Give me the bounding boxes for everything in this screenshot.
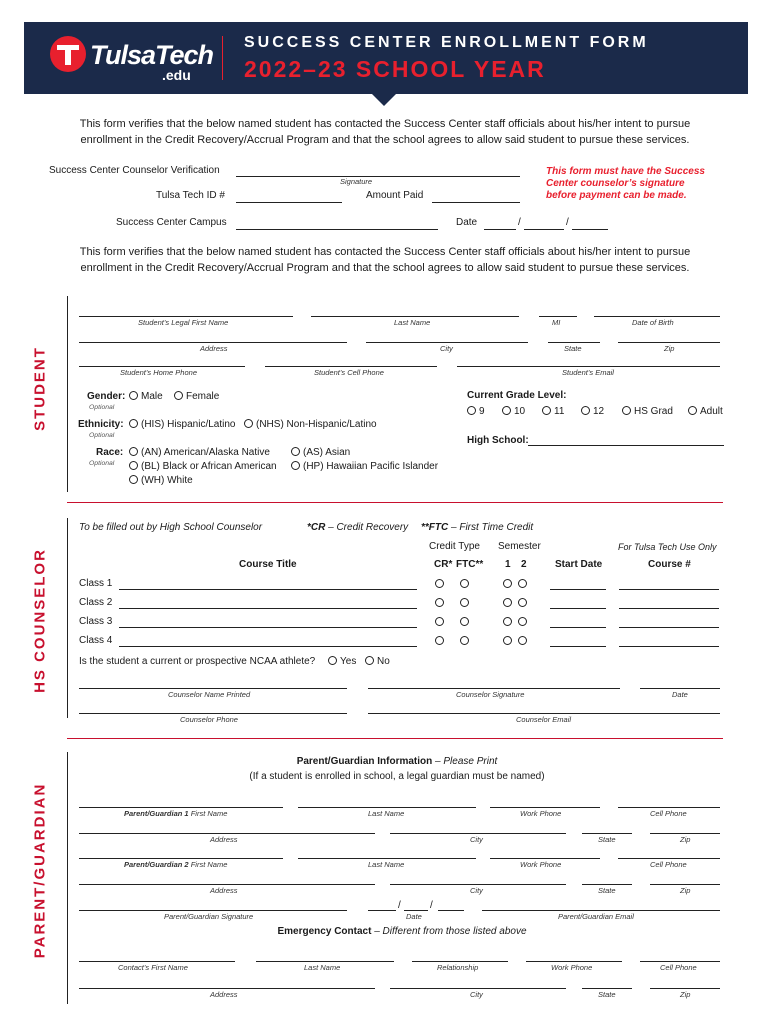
counselor-date-field[interactable]: [640, 688, 720, 689]
class-1-title-field[interactable]: [119, 589, 417, 590]
race-an-option[interactable]: [129, 447, 270, 458]
course-title-header: Course Title: [239, 559, 297, 570]
grade-12-radio[interactable]: [581, 406, 590, 415]
pg2-work-phone-field[interactable]: [490, 858, 600, 859]
counselor-phone-caption: Counselor Phone: [180, 715, 238, 724]
sem1-header: 1: [505, 559, 511, 570]
pg2-first-name-field[interactable]: [79, 858, 283, 859]
pg1-work-phone-field[interactable]: [490, 807, 600, 808]
class-1-label: Class 1: [79, 578, 113, 589]
ncaa-yes-radio[interactable]: [328, 656, 337, 665]
an-text: (AN) American/Alaska Native: [141, 447, 270, 458]
emergency-city-caption: City: [470, 990, 483, 999]
class-4-sem1-radio[interactable]: [503, 636, 512, 645]
emergency-cell-phone-caption: Cell Phone: [660, 963, 697, 972]
header-banner: [24, 22, 748, 94]
ftc-text: – First Time Credit: [448, 522, 534, 533]
grade-level-label: Current Grade Level:: [467, 390, 567, 401]
class-1-ftc-radio[interactable]: [460, 579, 469, 588]
race-as-option[interactable]: [291, 447, 350, 458]
class-row: [79, 635, 729, 649]
pg1-zip-caption: Zip: [680, 835, 691, 844]
pg1-last-name-caption: Last Name: [368, 809, 405, 818]
course-num-header: Course #: [648, 559, 691, 570]
grade-9-text: 9: [479, 406, 485, 417]
nhs-radio[interactable]: [244, 419, 253, 428]
intro-paragraph: [30, 116, 740, 148]
pg1-first-text: First Name: [190, 809, 228, 818]
student-state-caption: State: [564, 344, 582, 353]
class-3-title-field[interactable]: [119, 627, 417, 628]
wh-radio[interactable]: [129, 475, 138, 484]
class-3-course-num-field[interactable]: [619, 627, 719, 628]
class-1-start-date-field[interactable]: [550, 589, 606, 590]
intro-line-1: This form verifies that the below named student has contacted the Success Center staff officials about his/her intent to pursue: [79, 118, 691, 130]
class-1-course-num-field[interactable]: [619, 589, 719, 590]
student-mi-caption: MI: [552, 318, 561, 327]
student-first-name-caption: Student’s Legal First Name: [138, 318, 229, 327]
emergency-cell-phone-field[interactable]: [640, 961, 720, 962]
pg1-cell-phone-field[interactable]: [618, 807, 720, 808]
race-label: Race:: [96, 447, 124, 458]
class-2-course-num-field[interactable]: [619, 608, 719, 609]
grade-adult-radio[interactable]: [688, 406, 697, 415]
class-4-start-date-field[interactable]: [550, 646, 606, 647]
pg1-last-name-field[interactable]: [298, 807, 476, 808]
student-dob-field[interactable]: [594, 316, 720, 317]
student-first-name-field[interactable]: [79, 316, 293, 317]
student-address-field[interactable]: [79, 342, 347, 343]
male-radio[interactable]: [129, 391, 138, 400]
campus-label: Success Center Campus: [116, 217, 227, 228]
pg2-zip-field[interactable]: [650, 884, 720, 885]
tulsa-use-header: For Tulsa Tech Use Only: [618, 542, 717, 552]
class-3-start-date-field[interactable]: [550, 627, 606, 628]
guardian-info-heading: [67, 756, 727, 767]
campus-field[interactable]: [236, 229, 438, 230]
bl-radio[interactable]: [129, 461, 138, 470]
guardian-side-label: PARENT/GUARDIAN: [31, 782, 49, 959]
wh-text: (WH) White: [141, 475, 193, 486]
class-2-ftc-radio[interactable]: [460, 598, 469, 607]
grade-12-text: 12: [593, 406, 605, 417]
pg1-address-caption: Address: [210, 835, 238, 844]
hp-text: (HP) Hawaiian Pacific Islander: [303, 461, 439, 472]
race-bl-option[interactable]: [129, 461, 277, 472]
ftc-key: **FTC: [421, 522, 449, 533]
header-notch: [372, 94, 396, 106]
hp-radio[interactable]: [291, 461, 300, 470]
signature-caption: Signature: [340, 177, 373, 186]
student-zip-field[interactable]: [618, 342, 720, 343]
ethnicity-label: Ethnicity:: [78, 419, 124, 430]
guardian-date-year-field[interactable]: [438, 910, 464, 911]
class-2-label: Class 2: [79, 597, 113, 608]
pg1-first-name-field[interactable]: [79, 807, 283, 808]
ncaa-yes-option[interactable]: [328, 656, 356, 667]
student-email-caption: Student’s Email: [562, 368, 614, 377]
grade-9-radio[interactable]: [467, 406, 476, 415]
pg1-state-caption: State: [598, 835, 616, 844]
pg2-first-name-caption: [124, 860, 227, 869]
date-day-field[interactable]: [524, 229, 564, 230]
student-dob-caption: Date of Birth: [632, 318, 674, 327]
logo-text: TulsaTech: [90, 40, 214, 70]
student-last-name-field[interactable]: [311, 316, 519, 317]
intro2-line-2: enrollment in the Credit Recovery/Accrual Program and that the school agrees to allow said student to pursue these services.: [80, 262, 690, 274]
cr-legend: [307, 522, 408, 533]
class-4-ftc-radio[interactable]: [460, 636, 469, 645]
his-radio[interactable]: [129, 419, 138, 428]
credit-type-header: Credit Type: [429, 541, 480, 552]
student-zip-caption: Zip: [664, 344, 675, 353]
high-school-field[interactable]: [528, 445, 724, 446]
class-4-sem2-radio[interactable]: [518, 636, 527, 645]
student-address-caption: Address: [200, 344, 228, 353]
student-city-caption: City: [440, 344, 453, 353]
student-city-field[interactable]: [366, 342, 528, 343]
guardian-info-title: Parent/Guardian Information: [296, 756, 433, 767]
ncaa-no-option[interactable]: [365, 656, 390, 667]
intro-paragraph-2: [30, 244, 740, 276]
pg2-last-name-field[interactable]: [298, 858, 476, 859]
guardian-section-border: [67, 752, 68, 1004]
pg2-zip-caption: Zip: [680, 886, 691, 895]
race-wh-option[interactable]: [129, 475, 193, 486]
logo-t-icon: [50, 36, 86, 72]
counselor-phone-field[interactable]: [79, 713, 347, 714]
guardian-info-note: (If a student is enrolled in school, a legal guardian must be named): [249, 771, 545, 782]
pg1-first-name-caption: [124, 809, 227, 818]
gender-female-option[interactable]: [174, 391, 219, 402]
pg2-city-caption: City: [470, 886, 483, 895]
class-3-cr-radio[interactable]: [435, 617, 444, 626]
date-slash-2: /: [566, 217, 569, 228]
counselor-name-caption: Counselor Name Printed: [168, 690, 251, 699]
class-2-title-field[interactable]: [119, 608, 417, 609]
high-school-label: High School:: [467, 435, 529, 446]
class-row: [79, 616, 729, 630]
tulsa-tech-id-label: Tulsa Tech ID #: [156, 190, 225, 201]
student-mi-field[interactable]: [539, 316, 577, 317]
grade-option-adult[interactable]: [688, 406, 723, 417]
emergency-zip-field[interactable]: [650, 988, 720, 989]
grade-11-radio[interactable]: [542, 406, 551, 415]
date-slash: /: [518, 217, 521, 228]
class-row: [79, 578, 729, 592]
grade-hsgrad-text: HS Grad: [634, 406, 673, 417]
ethnicity-his-option[interactable]: [129, 419, 235, 430]
emergency-relationship-field[interactable]: [412, 961, 508, 962]
race-optional: Optional: [89, 460, 115, 467]
class-2-start-date-field[interactable]: [550, 608, 606, 609]
pg1-state-field[interactable]: [582, 833, 632, 834]
student-cell-phone-caption: Student’s Cell Phone: [314, 368, 384, 377]
grade-option-9[interactable]: [467, 406, 485, 417]
form-title: SUCCESS CENTER ENROLLMENT FORM: [244, 34, 649, 51]
pg2-city-field[interactable]: [390, 884, 566, 885]
pg1-cell-phone-caption: Cell Phone: [650, 809, 687, 818]
student-section-border: [67, 296, 68, 492]
tulsatech-logo: [50, 36, 240, 82]
grade-option-12[interactable]: [581, 406, 604, 417]
class-2-cr-radio[interactable]: [435, 598, 444, 607]
ethnicity-nhs-option[interactable]: [244, 419, 377, 430]
emergency-state-field[interactable]: [582, 988, 632, 989]
pg2-address-field[interactable]: [79, 884, 375, 885]
start-date-header: Start Date: [555, 559, 603, 570]
counselor-signature-field[interactable]: [236, 176, 520, 177]
class-row: [79, 597, 729, 611]
date-year-field[interactable]: [572, 229, 608, 230]
pg1-label: Parent/Guardian 1: [124, 809, 189, 818]
class-3-label: Class 3: [79, 616, 113, 627]
race-hp-option[interactable]: [291, 461, 438, 472]
ncaa-no-text: No: [377, 656, 390, 667]
student-state-field[interactable]: [548, 342, 600, 343]
emergency-relationship-caption: Relationship: [437, 963, 479, 972]
pg1-city-field[interactable]: [390, 833, 566, 834]
as-radio[interactable]: [291, 447, 300, 456]
emergency-last-name-caption: Last Name: [304, 963, 341, 972]
grade-10-radio[interactable]: [502, 406, 511, 415]
pg2-work-phone-caption: Work Phone: [520, 860, 562, 869]
ftc-header: FTC**: [456, 559, 484, 570]
class-3-ftc-radio[interactable]: [460, 617, 469, 626]
cr-header: CR*: [434, 559, 453, 570]
emergency-italic: – Different from those listed above: [371, 926, 527, 937]
student-home-phone-field[interactable]: [79, 366, 245, 367]
an-radio[interactable]: [129, 447, 138, 456]
emergency-city-field[interactable]: [390, 988, 566, 989]
class-3-sem2-radio[interactable]: [518, 617, 527, 626]
grade-10-text: 10: [514, 406, 526, 417]
counselor-signature-field-2[interactable]: [368, 688, 620, 689]
counselor-email-caption: Counselor Email: [516, 715, 572, 724]
counselor-name-field[interactable]: [79, 688, 347, 689]
class-1-cr-radio[interactable]: [435, 579, 444, 588]
pg2-cell-phone-caption: Cell Phone: [650, 860, 687, 869]
counselor-date-caption: Date: [672, 690, 688, 699]
tulsa-tech-id-field[interactable]: [236, 202, 342, 203]
counselor-email-field[interactable]: [368, 713, 720, 714]
grade-hsgrad-radio[interactable]: [622, 406, 631, 415]
male-text: Male: [141, 391, 163, 402]
gender-label: Gender:: [87, 391, 126, 402]
grade-option-11[interactable]: [542, 406, 564, 417]
pg1-zip-field[interactable]: [650, 833, 720, 834]
emergency-first-name-field[interactable]: [79, 961, 235, 962]
pg1-city-caption: City: [470, 835, 483, 844]
student-home-phone-caption: Student’s Home Phone: [120, 368, 197, 377]
sem2-header: 2: [521, 559, 527, 570]
intro-line-2: enrollment in the Credit Recovery/Accrual Program and that the school agrees to allow said student to pursue these services.: [80, 134, 690, 146]
bl-text: (BL) Black or African American: [141, 461, 277, 472]
payment-notice: This form must have the Success Center counselor’s signature before payment can be made.: [546, 166, 705, 201]
class-2-sem1-radio[interactable]: [503, 598, 512, 607]
pg2-label: Parent/Guardian 2: [124, 860, 189, 869]
cr-key: *CR: [307, 522, 326, 533]
student-section-divider: [67, 502, 723, 503]
female-text: Female: [186, 391, 220, 402]
grade-option-hsgrad[interactable]: [622, 406, 673, 417]
counselor-section-divider: [67, 738, 723, 739]
emergency-first-name-caption: Contact’s First Name: [118, 963, 188, 972]
class-1-sem1-radio[interactable]: [503, 579, 512, 588]
amount-paid-field[interactable]: [432, 202, 520, 203]
as-text: (AS) Asian: [303, 447, 351, 458]
logo-suffix: .edu: [162, 67, 191, 83]
emergency-title: Emergency Contact: [277, 926, 372, 937]
student-side-label: STUDENT: [31, 346, 49, 431]
intro2-line-1: This form verifies that the below named student has contacted the Success Center staff officials about his/her intent to pursue: [79, 246, 691, 258]
class-4-cr-radio[interactable]: [435, 636, 444, 645]
grade-option-10[interactable]: [502, 406, 525, 417]
student-last-name-caption: Last Name: [394, 318, 431, 327]
class-4-label: Class 4: [79, 635, 113, 646]
semester-header: Semester: [498, 541, 541, 552]
class-1-sem2-radio[interactable]: [518, 579, 527, 588]
pg2-address-caption: Address: [210, 886, 238, 895]
fill-out-note: To be filled out by High School Counselor: [79, 522, 263, 533]
emergency-zip-caption: Zip: [680, 990, 691, 999]
cr-text: – Credit Recovery: [325, 522, 409, 533]
ethnicity-optional: Optional: [89, 432, 115, 439]
amount-paid-label: Amount Paid: [366, 190, 424, 201]
class-4-course-num-field[interactable]: [619, 646, 719, 647]
class-4-title-field[interactable]: [119, 646, 417, 647]
student-email-field[interactable]: [457, 366, 720, 367]
pg2-state-field[interactable]: [582, 884, 632, 885]
counselor-signature-caption: Counselor Signature: [456, 690, 525, 699]
emergency-address-caption: Address: [210, 990, 238, 999]
guardian-info-italic: – Please Print: [432, 756, 498, 767]
emergency-work-phone-caption: Work Phone: [551, 963, 593, 972]
grade-11-text: 11: [554, 406, 565, 417]
pg2-cell-phone-field[interactable]: [618, 858, 720, 859]
pg2-first-text: First Name: [190, 860, 228, 869]
guardian-signature-caption: Parent/Guardian Signature: [164, 912, 254, 921]
pg2-state-caption: State: [598, 886, 616, 895]
emergency-state-caption: State: [598, 990, 616, 999]
guardian-email-caption: Parent/Guardian Email: [558, 912, 634, 921]
guardian-date-caption: Date: [406, 912, 422, 921]
nhs-text: (NHS) Non-Hispanic/Latino: [256, 419, 377, 430]
school-year: 2022–23 SCHOOL YEAR: [244, 56, 546, 82]
class-3-sem1-radio[interactable]: [503, 617, 512, 626]
pg1-address-field[interactable]: [79, 833, 375, 834]
guardian-date-slash-2: /: [430, 900, 433, 911]
date-label: Date: [456, 217, 478, 228]
emergency-address-field[interactable]: [79, 988, 375, 989]
guardian-signature-field[interactable]: [79, 910, 347, 911]
gender-optional: Optional: [89, 404, 115, 411]
ncaa-question: Is the student a current or prospective NCAA athlete?: [79, 656, 316, 667]
grade-adult-text: Adult: [700, 406, 723, 417]
pg1-work-phone-caption: Work Phone: [520, 809, 562, 818]
his-text: (HIS) Hispanic/Latino: [141, 419, 236, 430]
gender-male-option[interactable]: [129, 391, 163, 402]
counselor-side-label: HS COUNSELOR: [31, 548, 49, 693]
guardian-date-slash: /: [398, 900, 401, 911]
student-cell-phone-field[interactable]: [265, 366, 437, 367]
emergency-heading: [67, 926, 737, 937]
date-month-field[interactable]: [484, 229, 516, 230]
counselor-section-border: [67, 518, 68, 718]
header-divider: [222, 36, 223, 80]
ncaa-no-radio[interactable]: [365, 656, 374, 665]
ftc-legend: [421, 522, 533, 533]
emergency-last-name-field[interactable]: [256, 961, 394, 962]
ncaa-yes-text: Yes: [340, 656, 357, 667]
class-2-sem2-radio[interactable]: [518, 598, 527, 607]
emergency-work-phone-field[interactable]: [526, 961, 622, 962]
guardian-email-field[interactable]: [482, 910, 720, 911]
counselor-verification-label: Success Center Counselor Verification: [49, 165, 220, 176]
pg2-last-name-caption: Last Name: [368, 860, 405, 869]
guardian-date-day-field[interactable]: [404, 910, 428, 911]
guardian-date-month-field[interactable]: [368, 910, 396, 911]
female-radio[interactable]: [174, 391, 183, 400]
